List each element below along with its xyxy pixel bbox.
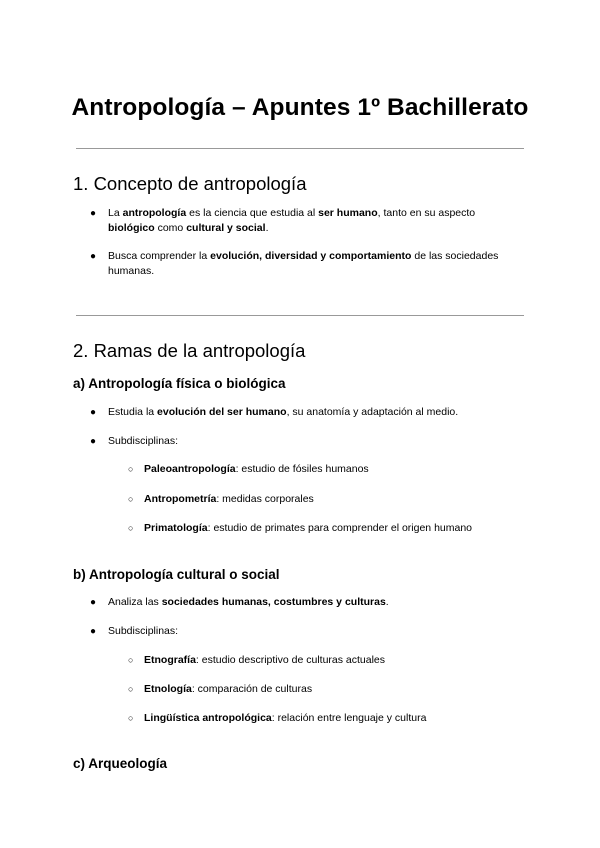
subsection-a-sub-item: Paleoantropología: estudio de fósiles humanos <box>144 463 369 475</box>
subsection-c-heading: c) Arqueología <box>73 756 168 771</box>
subsection-b-sub-item: Etnología: comparación de culturas <box>144 683 313 695</box>
circle-bullet-icon: ○ <box>128 523 134 533</box>
subsection-b-sub-item: Etnografía: estudio descriptivo de culturas actuales <box>144 654 386 666</box>
subsection-a-bullet-2: Subdisciplinas: <box>108 435 179 447</box>
circle-bullet-icon: ○ <box>128 464 134 474</box>
subsection-b-bullet-1: Analiza las sociedades humanas, costumbres y culturas. <box>108 596 389 608</box>
circle-bullet-icon: ○ <box>128 494 134 504</box>
circle-bullet-icon: ○ <box>128 684 134 694</box>
section-1-bullet-2: Busca comprender la evolución, diversidad y comportamiento de las sociedades humanas. <box>108 250 499 277</box>
horizontal-rule <box>76 148 524 149</box>
subsection-a-heading: a) Antropología física o biológica <box>73 376 286 391</box>
bullet-icon: ● <box>90 626 97 637</box>
circle-bullet-icon: ○ <box>128 713 134 723</box>
subsection-a-sub-item: Antropometría: medidas corporales <box>144 493 314 505</box>
horizontal-rule <box>76 315 524 316</box>
bullet-icon: ● <box>90 251 97 262</box>
subsection-b-bullet-2: Subdisciplinas: <box>108 625 179 637</box>
section-2-heading: 2. Ramas de la antropología <box>73 340 306 361</box>
subsection-a-sub-item: Primatología: estudio de primates para comprender el origen humano <box>144 522 473 534</box>
bullet-icon: ● <box>90 597 97 608</box>
document-title: Antropología – Apuntes 1º Bachillerato <box>71 94 529 121</box>
bullet-icon: ● <box>90 407 97 418</box>
subsection-b-heading: b) Antropología cultural o social <box>73 567 280 582</box>
section-1-heading: 1. Concepto de antropología <box>73 173 307 194</box>
bullet-icon: ● <box>90 436 97 447</box>
subsection-b-sub-item: Lingüística antropológica: relación entre lenguaje y cultura <box>144 712 427 724</box>
bullet-icon: ● <box>90 208 97 219</box>
section-1-bullet-1: La antropología es la ciencia que estudia al ser humano, tanto en su aspecto biológico como cultural y social. <box>108 207 476 234</box>
subsection-a-bullet-1: Estudia la evolución del ser humano, su anatomía y adaptación al medio. <box>108 406 459 418</box>
circle-bullet-icon: ○ <box>128 655 134 665</box>
